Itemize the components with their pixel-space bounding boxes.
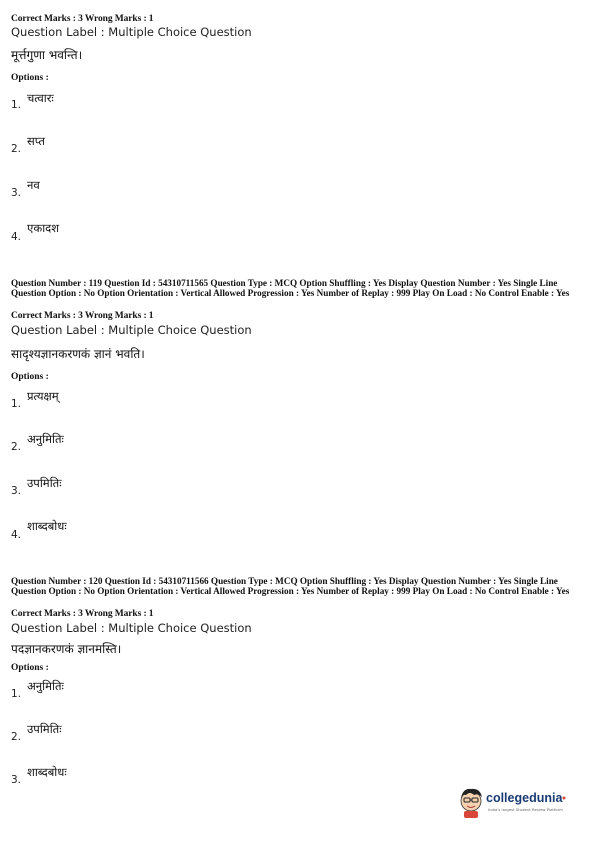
option-text[interactable]: उपमितिः <box>27 476 62 490</box>
option-number: 2. <box>11 441 22 453</box>
question-label: Question Label : Multiple Choice Question <box>11 323 252 337</box>
options-heading: Options : <box>11 372 49 382</box>
option-text[interactable]: प्रत्यक्षम् <box>27 389 59 403</box>
option-text[interactable]: एकादश <box>27 221 60 235</box>
question-label: Question Label : Multiple Choice Question <box>11 621 252 635</box>
question-text: पदज्ञानकरणकं ज्ञानमस्ति। <box>11 642 122 656</box>
marks-info: Correct Marks : 3 Wrong Marks : 1 <box>11 609 154 619</box>
marks-info: Correct Marks : 3 Wrong Marks : 1 <box>11 14 154 24</box>
option-text[interactable]: शाब्दबोधः <box>27 765 67 779</box>
option-number: 2. <box>11 143 22 155</box>
logo-tagline: India's largest Student Review Platform <box>488 807 563 812</box>
collegedunia-logo <box>458 785 568 819</box>
option-number: 1. <box>11 99 22 111</box>
option-number: 2. <box>11 731 22 743</box>
option-text[interactable]: सप्त <box>27 134 45 148</box>
question-label: Question Label : Multiple Choice Question <box>11 25 252 39</box>
option-text[interactable]: नव <box>27 178 40 192</box>
option-text[interactable]: अनुमितिः <box>27 679 64 693</box>
student-mascot-icon <box>458 785 568 819</box>
option-number: 1. <box>11 398 22 410</box>
marks-info: Correct Marks : 3 Wrong Marks : 1 <box>11 311 154 321</box>
logo-wordmark: collegedunia <box>486 791 563 805</box>
option-number: 1. <box>11 688 22 700</box>
option-number: 4. <box>11 529 22 541</box>
question-text: सादृश्यज्ञानकरणकं ज्ञानं भवति। <box>11 347 145 361</box>
option-text[interactable]: उपमितिः <box>27 722 62 736</box>
option-number: 3. <box>11 485 22 497</box>
option-number: 3. <box>11 774 22 786</box>
option-text[interactable]: चत्वारः <box>27 91 54 105</box>
option-number: 4. <box>11 231 22 243</box>
question-text: मूर्त्तगुणा भवन्ति। <box>11 48 83 62</box>
option-number: 3. <box>11 187 22 199</box>
question-header: Question Number : 119 Question Id : 54310711565 Question Type : MCQ Option Shuffling : Yes Display Question Number : Yes Single Line Question Option : No Option Orientation : Vertical Allowed Progression : Yes Number of Replay : 999 Play On Load : No Control Enable : Yes <box>11 278 570 298</box>
option-text[interactable]: शाब्दबोधः <box>27 519 67 533</box>
options-heading: Options : <box>11 73 49 83</box>
options-heading: Options : <box>11 663 49 673</box>
option-text[interactable]: अनुमितिः <box>27 432 64 446</box>
question-header: Question Number : 120 Question Id : 54310711566 Question Type : MCQ Option Shuffling : Yes Display Question Number : Yes Single Line Question Option : No Option Orientation : Vertical Allowed Progression : Yes Number of Replay : 999 Play On Load : No Control Enable : Yes <box>11 576 570 596</box>
